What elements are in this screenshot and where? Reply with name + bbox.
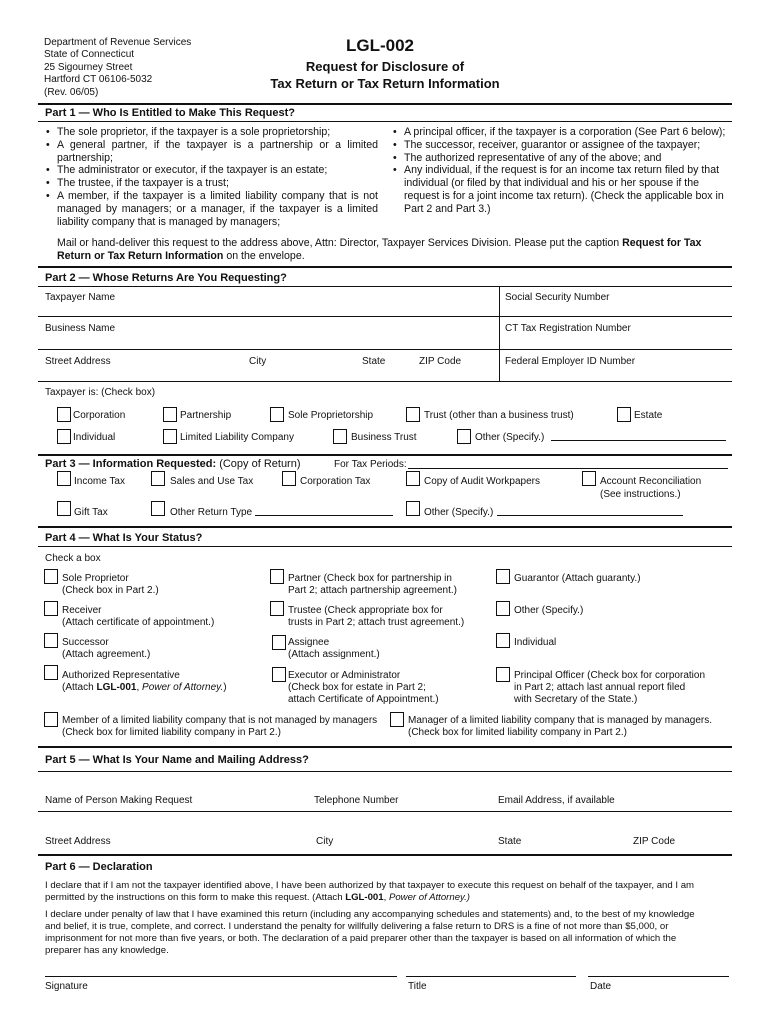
income-tax-checkbox[interactable] bbox=[57, 471, 71, 486]
successor-label bbox=[62, 637, 150, 661]
llc-member-label bbox=[62, 715, 377, 739]
list-item: • The administrator or executor, if the taxpayer is an estate; bbox=[45, 164, 378, 177]
list-item: • A general partner, if the taxpayer is a partnership or a limited partnership; bbox=[45, 139, 378, 165]
gift-tax-label: Gift Tax bbox=[74, 507, 108, 518]
attach-text: (Attach bbox=[62, 682, 97, 693]
part1-right-list bbox=[392, 126, 728, 216]
option-line: (Attach LGL-001, Power of Attorney.) bbox=[62, 682, 227, 693]
option-line: in Part 2; attach last annual report filed bbox=[514, 682, 686, 693]
requester-name-label: Name of Person Making Request bbox=[45, 795, 193, 806]
ssn-label: Social Security Number bbox=[505, 292, 610, 303]
option-line: Partner (Check box for partnership in bbox=[288, 573, 452, 584]
part6-heading: Part 6 — Declaration bbox=[45, 861, 153, 873]
llc-member-checkbox[interactable] bbox=[44, 712, 58, 727]
corporation-tax-checkbox[interactable] bbox=[282, 471, 296, 486]
assignee-label bbox=[288, 637, 380, 661]
option-line: Authorized Representative bbox=[62, 670, 180, 681]
option-line: (Check box in Part 2.) bbox=[62, 585, 159, 596]
option-line: Part 2; attach partnership agreement.) bbox=[288, 585, 457, 596]
list-item: • A principal officer, if the taxpayer is a corporation (See Part 6 below); bbox=[392, 126, 728, 139]
option-line: Executor or Administrator bbox=[288, 670, 401, 681]
divider bbox=[38, 546, 732, 547]
sales-use-tax-checkbox[interactable] bbox=[151, 471, 165, 486]
street-address-label: Street Address bbox=[45, 356, 111, 367]
attach-end: ) bbox=[223, 682, 227, 693]
sole-proprietorship-label: Sole Proprietorship bbox=[288, 410, 374, 421]
option-line: Manager of a limited liability company that is managed by managers. bbox=[408, 715, 713, 726]
audit-workpapers-checkbox[interactable] bbox=[406, 471, 420, 486]
envelope-caption: Request for Tax Return or Tax Return Information bbox=[57, 237, 702, 262]
telephone-label: Telephone Number bbox=[314, 795, 399, 806]
corporation-tax-label: Corporation Tax bbox=[300, 476, 371, 487]
signature-line[interactable] bbox=[45, 976, 397, 977]
state-label: State bbox=[498, 836, 522, 847]
business-trust-label: Business Trust bbox=[351, 432, 417, 443]
city-label: City bbox=[249, 356, 267, 367]
divider bbox=[38, 854, 732, 856]
partner-label bbox=[288, 573, 457, 597]
divider bbox=[38, 454, 732, 456]
form-ref: LGL-001 bbox=[96, 682, 137, 693]
divider bbox=[38, 286, 732, 287]
declaration-text: I declare that if I am not the taxpayer identified above, I have been authorized by that taxpayer to execute this request on behalf of the taxpayer, and I am permitted by the instructions on this form to make this request. (Attach bbox=[45, 880, 695, 903]
list-item: • Any individual, if the request is for an income tax return filed by that individual (or filed by that individual and his or her spouse if the request is for a joint income tax return). (Check the applicable box in Part 2 and Part 3.) bbox=[392, 164, 728, 215]
authorized-rep-label bbox=[62, 670, 227, 694]
authorized-rep-checkbox[interactable] bbox=[44, 665, 58, 680]
option-line: Principal Officer (Check box for corporation bbox=[514, 670, 706, 681]
account-reconciliation-checkbox[interactable] bbox=[582, 471, 596, 486]
gift-tax-checkbox[interactable] bbox=[57, 501, 71, 516]
trust-label: Trust (other than a business trust) bbox=[424, 410, 574, 421]
date-label: Date bbox=[590, 981, 612, 992]
fein-label: Federal Employer ID Number bbox=[505, 356, 636, 367]
divider bbox=[38, 526, 732, 528]
email-label: Email Address, if available bbox=[498, 795, 615, 806]
form-title-line: Tax Return or Tax Return Information bbox=[270, 76, 500, 91]
list-item: • The successor, receiver, guarantor or assignee of the taxpayer; bbox=[392, 139, 728, 152]
other-type-label: Other (Specify.) bbox=[475, 432, 545, 443]
option-line: Member of a limited liability company that is not managed by managers bbox=[62, 715, 378, 726]
trust-checkbox[interactable] bbox=[406, 407, 420, 422]
divider bbox=[38, 381, 732, 382]
llc-manager-label bbox=[408, 715, 712, 739]
trustee-label bbox=[288, 605, 464, 629]
divider bbox=[38, 316, 732, 317]
other-info-input[interactable] bbox=[497, 515, 683, 516]
divider bbox=[38, 771, 732, 772]
taxpayer-name-label: Taxpayer Name bbox=[45, 292, 116, 303]
poa-ref: Power of Attorney. bbox=[142, 682, 224, 693]
receiver-label bbox=[62, 605, 214, 629]
other-return-type-checkbox[interactable] bbox=[151, 501, 165, 516]
form-ref: LGL-001 bbox=[345, 892, 384, 903]
agency-line: 25 Sigourney Street bbox=[44, 61, 133, 73]
part3-note: (Copy of Return) bbox=[216, 458, 301, 470]
part1-heading: Part 1 — Who Is Entitled to Make This Request? bbox=[45, 107, 295, 119]
other-type-checkbox[interactable] bbox=[457, 429, 471, 444]
executor-checkbox[interactable] bbox=[272, 667, 286, 682]
sole-proprietor-label bbox=[62, 573, 159, 597]
agency-line: State of Connecticut bbox=[44, 49, 135, 61]
form-number: LGL-002 bbox=[346, 36, 415, 55]
guarantor-checkbox[interactable] bbox=[496, 569, 510, 584]
trustee-checkbox[interactable] bbox=[270, 601, 284, 616]
executor-label bbox=[288, 670, 439, 706]
option-line: (Attach assignment.) bbox=[288, 649, 380, 660]
business-trust-checkbox[interactable] bbox=[333, 429, 347, 444]
check-a-box-label: Check a box bbox=[45, 553, 101, 564]
option-line: attach Certificate of Appointment.) bbox=[288, 694, 439, 705]
account-reconciliation-note: (See instructions.) bbox=[600, 489, 681, 500]
list-item: • The authorized representative of any of the above; and bbox=[392, 152, 728, 165]
receiver-checkbox[interactable] bbox=[44, 601, 58, 616]
individual-checkbox[interactable] bbox=[57, 429, 71, 444]
option-line: (Check box for estate in Part 2; bbox=[288, 682, 426, 693]
date-line[interactable] bbox=[588, 976, 729, 977]
title-line[interactable] bbox=[406, 976, 576, 977]
estate-checkbox[interactable] bbox=[617, 407, 631, 422]
declaration-paragraph: I declare that if I am not the taxpayer identified above, I have been authorized by that taxpayer to execute this request on behalf of the taxpayer, and I am permitted by the instructions on this form to make this request. (Attach LGL-001, Power of Attorney.) bbox=[45, 880, 695, 903]
option-line: trusts in Part 2; attach trust agreement.) bbox=[288, 617, 465, 628]
individual-label: Individual bbox=[73, 432, 116, 443]
agency-line: Department of Revenue Services bbox=[44, 37, 192, 48]
option-line: Receiver bbox=[62, 605, 102, 616]
other-status-label: Other (Specify.) bbox=[514, 605, 584, 616]
successor-checkbox[interactable] bbox=[44, 633, 58, 648]
agency-address bbox=[44, 37, 191, 99]
estate-label: Estate bbox=[634, 410, 663, 421]
part4-heading: Part 4 — What Is Your Status? bbox=[45, 532, 203, 544]
option-line: (Check box for limited liability company in Part 2.) bbox=[62, 727, 281, 738]
audit-workpapers-label: Copy of Audit Workpapers bbox=[424, 476, 540, 487]
option-line: Sole Proprietor bbox=[62, 573, 129, 584]
partnership-checkbox[interactable] bbox=[163, 407, 177, 422]
other-return-type-label: Other Return Type bbox=[170, 507, 253, 518]
list-item: • The trustee, if the taxpayer is a trust; bbox=[45, 177, 378, 190]
zip-label: ZIP Code bbox=[633, 836, 676, 847]
option-line: (Attach certificate of appointment.) bbox=[62, 617, 215, 628]
option-line: Assignee bbox=[288, 637, 330, 648]
for-tax-periods-label: For Tax Periods: bbox=[334, 459, 407, 470]
llc-label: Limited Liability Company bbox=[180, 432, 294, 443]
sole-proprietor-checkbox[interactable] bbox=[44, 569, 58, 584]
option-line: (Attach agreement.) bbox=[62, 649, 151, 660]
list-item: • A member, if the taxpayer is a limited liability company that is not managed by managers; or a manager, if the taxpayer is a limited liability company that is managed by managers; bbox=[45, 190, 378, 228]
corporation-checkbox[interactable] bbox=[57, 407, 71, 422]
divider bbox=[38, 266, 732, 268]
taxpayer-is-label: Taxpayer is: (Check box) bbox=[45, 387, 156, 398]
divider bbox=[38, 811, 732, 812]
other-info-checkbox[interactable] bbox=[406, 501, 420, 516]
business-name-label: Business Name bbox=[45, 323, 116, 334]
divider bbox=[38, 121, 732, 122]
state-label: State bbox=[362, 356, 386, 367]
signature-label: Signature bbox=[45, 981, 88, 992]
option-line: Trustee (Check appropriate box for bbox=[288, 605, 443, 616]
partner-checkbox[interactable] bbox=[270, 569, 284, 584]
agency-line: (Rev. 06/05) bbox=[44, 86, 99, 98]
option-line: with Secretary of the State.) bbox=[514, 694, 638, 705]
account-reconciliation-label: Account Reconciliation bbox=[600, 476, 702, 487]
column-divider bbox=[499, 287, 500, 381]
option-line: (Check box for limited liability company in Part 2.) bbox=[408, 727, 627, 738]
part2-heading: Part 2 — Whose Returns Are You Requesting? bbox=[45, 272, 287, 284]
individual-status-checkbox[interactable] bbox=[496, 633, 510, 648]
tax-periods-input[interactable] bbox=[408, 468, 728, 469]
zip-label: ZIP Code bbox=[419, 356, 462, 367]
part3-title: Part 3 — Information Requested: bbox=[45, 458, 217, 470]
penalty-paragraph: I declare under penalty of law that I have examined this return (including any accompanying schedules and statements) and, to the best of my knowledge and belief, it is true, complete, and correct. I understand the penalty for willfully delivering a false return to DRS is a fine of not more than $5,000, or imprisonment for not more than five years, or both. The declaration of a paid preparer other than the taxpayer is based on all information of which the preparer has any knowledge. bbox=[45, 909, 695, 956]
guarantor-label: Guarantor (Attach guaranty.) bbox=[514, 573, 641, 584]
mail-instructions bbox=[57, 237, 729, 263]
corporation-label: Corporation bbox=[73, 410, 126, 421]
agency-line: Hartford CT 06106-5032 bbox=[44, 74, 153, 86]
sole-proprietorship-checkbox[interactable] bbox=[270, 407, 284, 422]
income-tax-label: Income Tax bbox=[74, 476, 125, 487]
poa-ref: Power of Attorney.) bbox=[388, 892, 470, 903]
divider bbox=[38, 746, 732, 748]
option-line: Successor bbox=[62, 637, 109, 648]
part1-left-list bbox=[45, 126, 378, 228]
street-label: Street Address bbox=[45, 836, 111, 847]
part5-heading: Part 5 — What Is Your Name and Mailing Address? bbox=[45, 754, 309, 766]
principal-officer-label bbox=[514, 670, 705, 706]
sales-use-tax-label: Sales and Use Tax bbox=[170, 476, 254, 487]
partnership-label: Partnership bbox=[180, 410, 232, 421]
divider bbox=[38, 103, 732, 105]
llc-manager-checkbox[interactable] bbox=[390, 712, 404, 727]
llc-checkbox[interactable] bbox=[163, 429, 177, 444]
city-label: City bbox=[316, 836, 334, 847]
assignee-checkbox[interactable] bbox=[272, 635, 286, 650]
mail-text: Mail or hand-deliver this request to the address above, Attn: Director, Taxpayer Services Division. Please put the caption bbox=[57, 237, 623, 249]
other-status-checkbox[interactable] bbox=[496, 601, 510, 616]
other-return-type-input[interactable] bbox=[255, 515, 393, 516]
form-title bbox=[230, 58, 540, 92]
individual-status-label: Individual bbox=[514, 637, 557, 648]
ct-registration-label: CT Tax Registration Number bbox=[505, 323, 631, 334]
mail-text-end: on the envelope. bbox=[223, 249, 305, 262]
part3-heading bbox=[45, 458, 301, 470]
other-type-input[interactable] bbox=[551, 440, 726, 441]
other-info-label: Other (Specify.) bbox=[424, 507, 494, 518]
list-item: • The sole proprietor, if the taxpayer is a sole proprietorship; bbox=[45, 126, 378, 139]
form-title-line: Request for Disclosure of bbox=[305, 59, 465, 74]
title-label: Title bbox=[408, 981, 427, 992]
divider bbox=[38, 349, 732, 350]
principal-officer-checkbox[interactable] bbox=[496, 667, 510, 682]
